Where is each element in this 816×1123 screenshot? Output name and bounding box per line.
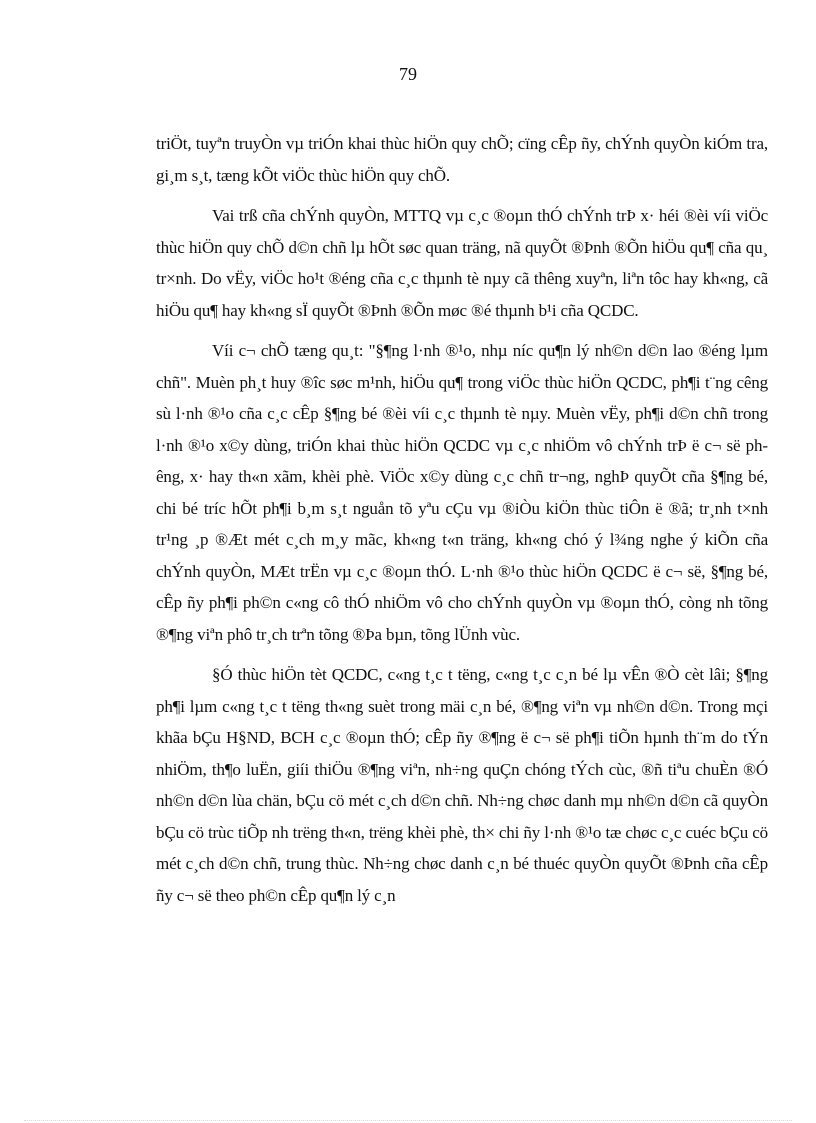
paragraph-3: Víi c¬ chÕ tæng qu¸t: "§¶ng l·nh ®¹o, nhµ níc qu¶n lý nh©n d©n lao ®éng lµm chñ". Muèn ph¸t huy ®îc søc m¹nh, hiÖu qu¶ trong viÖc thùc hiÖn QCDC, ph¶i t¨ng cêng sù l·nh ®¹o cña c¸c cÊp §¶ng bé ®èi víi c¸c thµnh tè nµy. Muèn vËy, ph¶i d©n chñ trong l·nh ®¹o x©y dùng, triÓn khai thùc hiÖn QCDC vµ c¸c nhiÖm vô chÝnh trÞ ë c¬ së phêng, x· hay th«n xãm, khèi phè. ViÖc x©y dùng c¸c chñ tr¬ng, nghÞ quyÕt cña §¶ng bé, chi bé tríc hÕt ph¶i b¸m s¸t nguån tõ yªu cÇu vµ ®iÒu kiÖn thùc tiÔn ë ®ã; tr¸nh t×nh tr¹ng ¸p ®Æt mét c¸ch m¸y mãc, kh«ng t«n träng, kh«ng chó ý l¾ng nghe ý kiÕn cña chÝnh quyÒn, MÆt trËn vµ c¸c ®oµn thÓ. L·nh ®¹o thùc hiÖn QCDC ë c¬ së, §¶ng bé, cÊp ñy ph¶i ph©n c«ng cô thÓ nhiÖm vô cho chÝnh quyÒn vµ ®oµn thÓ, còng nh tõng ®¶ng viªn phô tr¸ch trªn tõng ®Þa bµn, tõng lÜnh vùc.: [156, 341, 768, 644]
paragraph-1: triÖt, tuyªn truyÒn vµ triÓn khai thùc hiÖn quy chÕ; cïng cÊp ñy, chÝnh quyÒn kiÓm tra, gi¸m s¸t, tæng kÕt viÖc thùc hiÖn quy chÕ.: [156, 134, 768, 185]
body-text: [156, 128, 768, 920]
page-number: 79: [399, 64, 417, 84]
paragraph-4: §Ó thùc hiÖn tèt QCDC, c«ng t¸c t tëng, c«ng t¸c c¸n bé lµ vÊn ®Ò cèt lâi; §¶ng ph¶i lµm c«ng t¸c t tëng th«ng suèt trong mäi c¸n bé, ®¶ng viªn vµ nh©n d©n. Trong mçi khãa bÇu H§ND, BCH c¸c ®oµn thÓ; cÊp ñy ®¶ng ë c¬ së ph¶i tiÕn hµnh th¨m do tÝn nhiÖm, th¶o luËn, giíi thiÖu ®¶ng viªn, nh÷ng quÇn chóng tÝch cùc, ®ñ tiªu chuÈn ®Ó nh©n d©n lùa chän, bÇu cö mét c¸ch d©n chñ. Nh÷ng chøc danh mµ nh©n d©n cã quyÒn bÇu cö trùc tiÕp nh trëng th«n, trëng khèi phè, th× chi ñy l·nh ®¹o tæ chøc c¸c cuéc bÇu cö mét c¸ch d©n chñ, trung thùc. Nh÷ng chøc danh c¸n bé thuéc quyÒn quyÕt ®Þnh cña cÊp ñy c¬ së theo ph©n cÊp qu¶n lý c¸n: [156, 665, 768, 905]
paragraph-2: Vai trß cña chÝnh quyÒn, MTTQ vµ c¸c ®oµn thÓ chÝnh trÞ x· héi ®èi víi viÖc thùc hiÖn quy chÕ d©n chñ lµ hÕt søc quan träng, nã quyÕt ®Þnh ®Õn hiÖu qu¶ cña qu¸ tr×nh. Do vËy, viÖc ho¹t ®éng cña c¸c thµnh tè nµy cã thêng xuyªn, liªn tôc hay kh«ng, cã hiÖu qu¶ hay kh«ng sÏ quyÕt ®Þnh ®Õn møc ®é thµnh b¹i cña QCDC.: [156, 206, 768, 320]
page-bottom-divider: [24, 1120, 792, 1121]
